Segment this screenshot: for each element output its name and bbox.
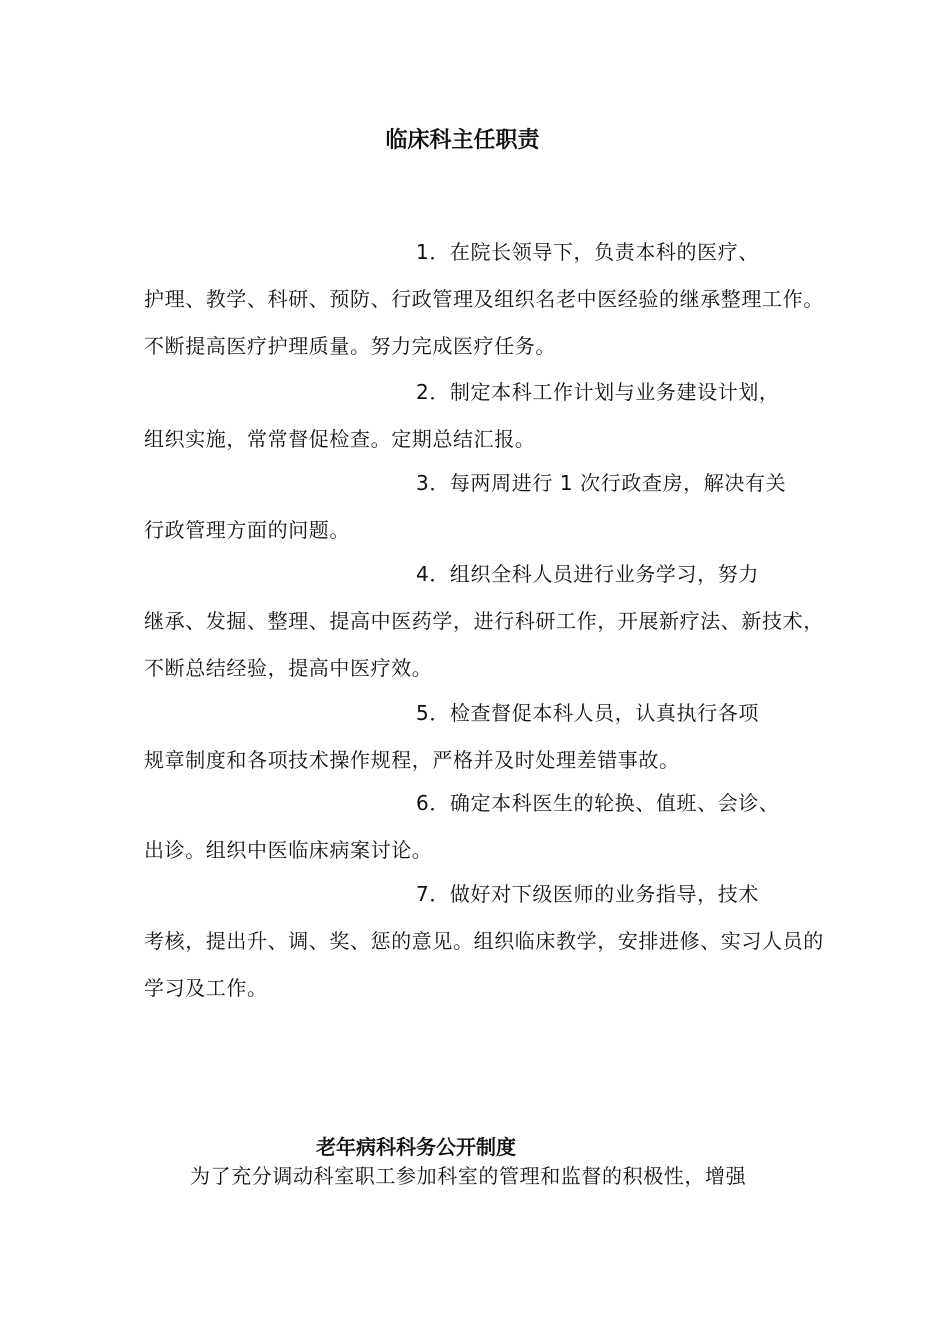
duty-item-lead: 2．制定本科工作计划与业务建设计划，	[416, 380, 780, 404]
duty-item-3	[144, 460, 834, 554]
duty-item-lead: 5．检查督促本科人员，认真执行各项	[416, 701, 759, 725]
duty-item-2	[144, 369, 834, 463]
duty-item-5	[144, 690, 834, 784]
duty-item-lead: 4．组织全科人员进行业务学习，努力	[416, 562, 759, 586]
duty-item-text: 规章制度和各项技术操作规程，严格并及时处理差错事故。	[144, 748, 680, 772]
duty-item-text: 考核，提出升、调、奖、惩的意见。组织临床教学，安排进修、实习人员的学习及工作。	[144, 929, 824, 1000]
duty-item-lead: 7．做好对下级医师的业务指导，技术	[416, 882, 759, 906]
duty-item-lead: 1．在院长领导下，负责本科的医疗、	[416, 240, 759, 264]
duty-item-7	[144, 871, 834, 1012]
duty-item-text: 组织实施，常常督促检查。定期总结汇报。	[144, 427, 536, 451]
duty-item-text: 继承、发掘、整理、提高中医药学，进行科研工作，开展新疗法、新技术，不断总结经验，提高中医疗效。	[144, 609, 824, 680]
duty-item-lead: 3．每两周进行 1 次行政查房，解决有关	[416, 471, 787, 495]
duty-item-text: 行政管理方面的问题。	[144, 518, 350, 542]
document-title: 临床科主任职责	[385, 128, 540, 153]
duty-item-6	[144, 780, 834, 874]
duty-item-text: 护理、教学、科研、预防、行政管理及组织名老中医经验的继承整理工作。不断提高医疗护理质量。努力完成医疗任务。	[144, 287, 824, 358]
duty-item-4	[144, 551, 834, 692]
section-paragraph: 为了充分调动科室职工参加科室的管理和监督的积极性，增强	[190, 1164, 747, 1188]
duty-item-1	[144, 229, 834, 370]
duty-item-text: 出诊。组织中医临床病案讨论。	[144, 838, 433, 862]
duty-item-lead: 6．确定本科医生的轮换、值班、会诊、	[416, 791, 780, 815]
section-title: 老年病科科务公开制度	[316, 1135, 516, 1159]
